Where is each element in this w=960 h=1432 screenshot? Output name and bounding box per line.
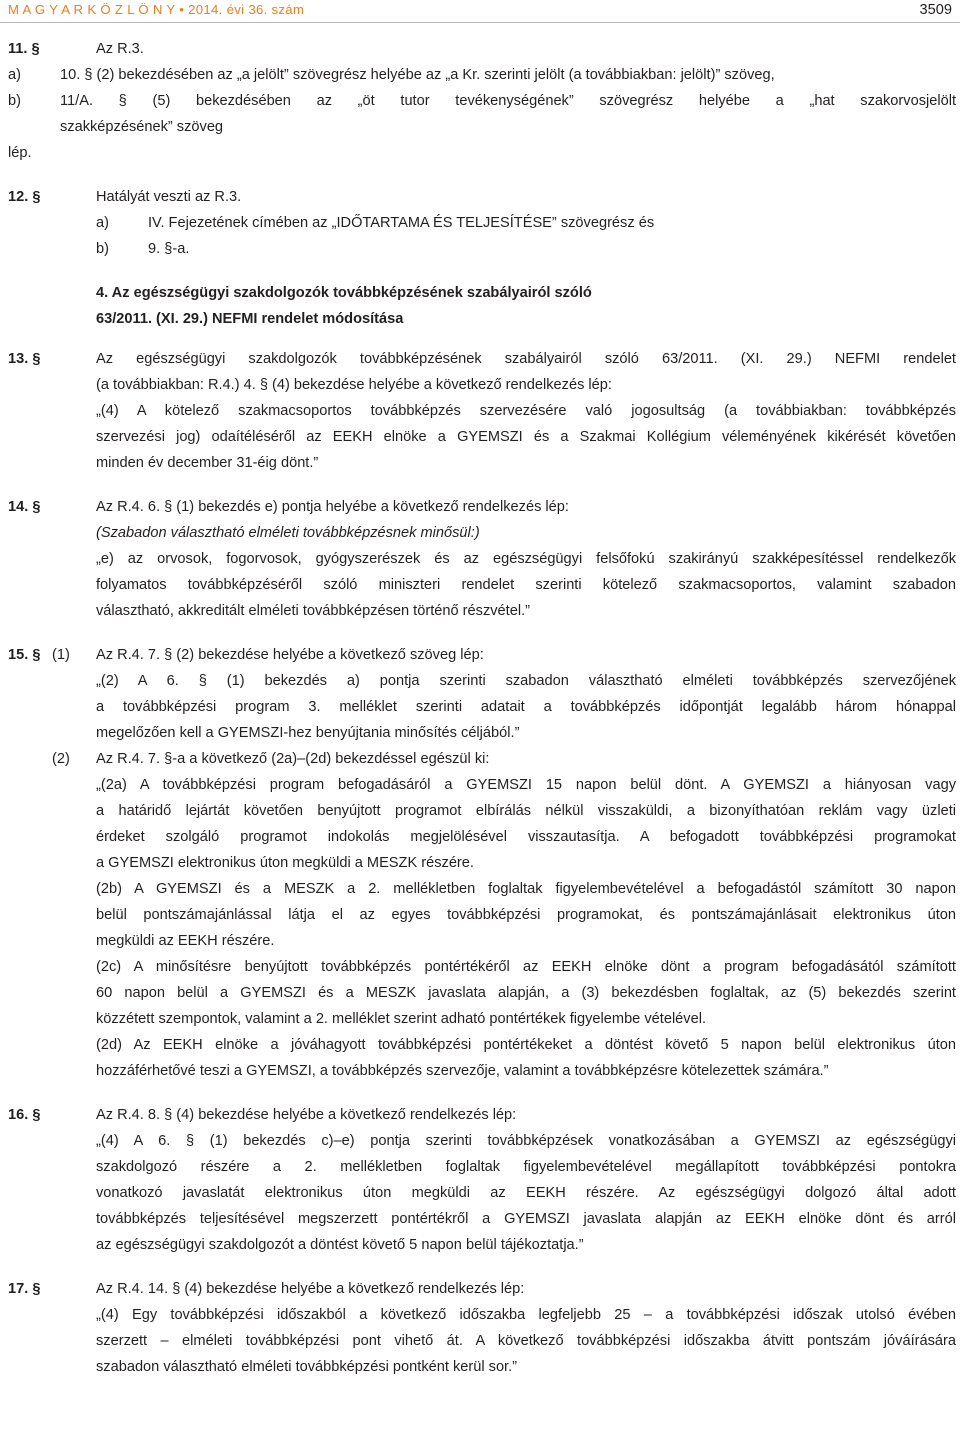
item-a [96, 210, 956, 236]
quoted-text: az egészségügyi szakdolgozót a döntést követő 5 napon belül tájékoztatja.” [96, 1237, 584, 1253]
quoted-text: belül pontszámajánlással látja el az egyes továbbképzési programokat, és pontszámajánlásait elektronikus úton [96, 907, 956, 923]
section-number: 11. § [8, 41, 40, 57]
item-label: b) [8, 93, 21, 109]
section-number: 13. § [8, 351, 41, 367]
quoted-text: „(4) A 6. § (1) bekezdés c)–e) pontja szerinti továbbképzések vonatkozásában a GYEMSZI az egészségügyi [96, 1133, 956, 1149]
section-text: Az R.4. 6. § (1) bekezdés e) pontja helyébe a következő rendelkezés lép: [96, 499, 569, 515]
paragraph-label: (2) [52, 751, 70, 767]
section-text: Az R.4. 14. § (4) bekezdése helyébe a következő rendelkezés lép: [96, 1281, 525, 1297]
quoted-text: „e) az orvosok, fogorvosok, gyógyszerészek és az egészségügyi felsőfokú szakirányú szakképesítéssel rendelkezők [96, 551, 956, 567]
section-intro: Hatályát veszti az R.3. [96, 189, 242, 205]
quoted-text: (2b) A GYEMSZI és a MESZK a 2. mellékletben foglaltak figyelembevételével a befogadástól számított 30 napon [96, 881, 956, 897]
quoted-text: hozzáférhetővé teszi a GYEMSZI, a továbbképzés szervezője, valamint a továbbképzésre kötelezettek számára.” [96, 1063, 829, 1079]
paragraph-label: (1) [52, 647, 70, 663]
quoted-text: szakdolgozó részére a 2. mellékletben foglaltak figyelembevételével megállapított továbbképzési pontokra [96, 1159, 956, 1175]
section-17 [8, 1276, 956, 1380]
quoted-text: „(4) Egy továbbképzési időszakból a következő időszakba legfeljebb 25 – a továbbképzési időszak utolsó évében [96, 1307, 956, 1323]
item-b [96, 236, 956, 262]
item-label: b) [96, 241, 109, 257]
publication-title: M A G Y A R K Ö Z L Ö N Y • 2014. évi 36. szám [8, 2, 305, 17]
paragraph-2 [52, 746, 956, 1084]
quoted-text: megelőzően kell a GYEMSZI-hez benyújtania minősítés céljából.” [96, 725, 520, 741]
quoted-text: 60 napon belül a GYEMSZI és a MESZK javaslata alapján, a (3) bekezdésben foglaltak, az (5) bekezdés szerint [96, 985, 956, 1001]
quoted-text: „(2) A 6. § (1) bekezdés a) pontja szerinti szabadon választható elméleti továbbképzés szervezőjének [96, 673, 956, 689]
item-text: 10. § (2) bekezdésében az „a jelölt” szövegrész helyébe az „a Kr. szerinti jelölt (a továbbiakban: jelölt)” szöveg, [60, 67, 775, 83]
section-number: 16. § [8, 1107, 41, 1123]
section-text: Az egészségügyi szakdolgozók továbbképzésének szabályairól szóló 63/2011. (XI. 29.) NEFMI rendelet [96, 351, 956, 367]
item-text: szakképzésének” szöveg [60, 119, 224, 135]
quoted-text: közzétett szempontok, valamint a 2. melléklet szerint adható pontértékek figyelembe vételével. [96, 1011, 707, 1027]
quoted-text: érdeket szolgáló programot indokolás megjelölésével visszautasítja. A befogadott továbbképzési programokat [96, 829, 956, 845]
quoted-text: megküldi az EEKH részére. [96, 933, 275, 949]
chapter-title-line-1: 4. Az egészségügyi szakdolgozók továbbképzésének szabályairól szóló [96, 285, 592, 301]
paragraph-1 [52, 642, 956, 746]
item-text: 9. §-a. [148, 241, 190, 257]
item-a [8, 62, 956, 88]
quoted-text: a határidő lejártát követően benyújtott programot elbírálás nélkül visszaküldi, a bizonyíthatóan reklám vagy üzleti [96, 803, 956, 819]
section-intro: Az R.3. [96, 41, 144, 57]
item-label: a) [96, 215, 109, 231]
section-number: 17. § [8, 1281, 41, 1297]
quoted-text: minden év december 31-éig dönt.” [96, 455, 319, 471]
section-13 [8, 346, 956, 476]
section-number: 15. § [8, 647, 41, 663]
quoted-text: szervezési jog) odaítéléséről az EEKH elnöke a GYEMSZI és a Szakmai Kollégium véleményének kikérését követően [96, 429, 956, 445]
item-text: 11/A. § (5) bekezdésében az „öt tutor tevékenységének” szövegrész helyébe a „hat szakorvosjelölt [60, 93, 956, 109]
quoted-text: vonatkozó javaslatát elektronikus úton megküldi az EEKH részére. Az egészségügyi dolgozó által adott [96, 1185, 956, 1201]
section-text: Az R.4. 8. § (4) bekezdése helyébe a következő rendelkezés lép: [96, 1107, 517, 1123]
quoted-text: „(4) A kötelező szakmacsoportos továbbképzés szervezésére való jogosultság (a továbbiakban: továbbképzés [96, 403, 956, 419]
quoted-text: szabadon választható elméleti továbbképzési pontként kerül sor.” [96, 1359, 518, 1375]
page-number: 3509 [919, 2, 952, 18]
item-label: a) [8, 67, 21, 83]
quoted-text: (2d) Az EEKH elnöke a jóváhagyott továbbképzési pontértékeket a döntést követő 5 napon belül elektronikus úton [96, 1037, 956, 1053]
section-11 [8, 36, 956, 62]
quoted-text: „(2a) A továbbképzési program befogadásáról a GYEMSZI 15 napon belül dönt. A GYEMSZI a hiányosan vagy [96, 777, 956, 793]
section-text: Az R.4. 7. §-a a következő (2a)–(2d) bekezdéssel egészül ki: [96, 751, 490, 767]
section-16 [8, 1102, 956, 1258]
quoted-text: választható, akkreditált elméleti továbbképzésen történő részvétel.” [96, 603, 530, 619]
section-number: 12. § [8, 189, 41, 205]
page-header [0, 0, 960, 23]
quoted-text: a GYEMSZI elektronikus úton megküldi a MESZK részére. [96, 855, 474, 871]
section-15 [8, 642, 956, 1084]
section-14 [8, 494, 956, 624]
section-text: (a továbbiakban: R.4.) 4. § (4) bekezdése helyébe a következő rendelkezés lép: [96, 377, 612, 393]
item-text: IV. Fejezetének címében az „IDŐTARTAMA ÉS TELJESÍTÉSE” szövegrész és [148, 215, 655, 231]
chapter-title-line-2: 63/2011. (XI. 29.) NEFMI rendelet módosítása [96, 311, 404, 327]
chapter-heading [8, 280, 956, 332]
context-text: (Szabadon választható elméleti továbbképzésnek minősül:) [96, 525, 480, 541]
quoted-text: a továbbképzési program 3. melléklet szerinti adatait a továbbképzés időpontját legalább három hónappal [96, 699, 956, 715]
item-b [8, 88, 956, 140]
quoted-text: továbbképzés teljesítésével megszerzett pontértékről a GYEMSZI javaslata alapján az EEKH elnöke dönt és arról [96, 1211, 956, 1227]
section-12 [8, 184, 956, 262]
section-closing: lép. [8, 145, 32, 161]
section-text: Az R.4. 7. § (2) bekezdése helyébe a következő szöveg lép: [96, 647, 484, 663]
document-body [8, 36, 956, 1380]
quoted-text: szerzett – elméleti továbbképzési pont vihető át. A következő továbbképzési időszakba átvitt pontszám jóváírására [96, 1333, 956, 1349]
quoted-text: folyamatos továbbképzéséről szóló miniszteri rendelet szerinti kötelező szakmacsoportos, valamint szabadon [96, 577, 956, 593]
section-number: 14. § [8, 499, 41, 515]
quoted-text: (2c) A minősítésre benyújtott továbbképzés pontértékéről az EEKH elnöke dönt a program befogadásától számított [96, 959, 956, 975]
